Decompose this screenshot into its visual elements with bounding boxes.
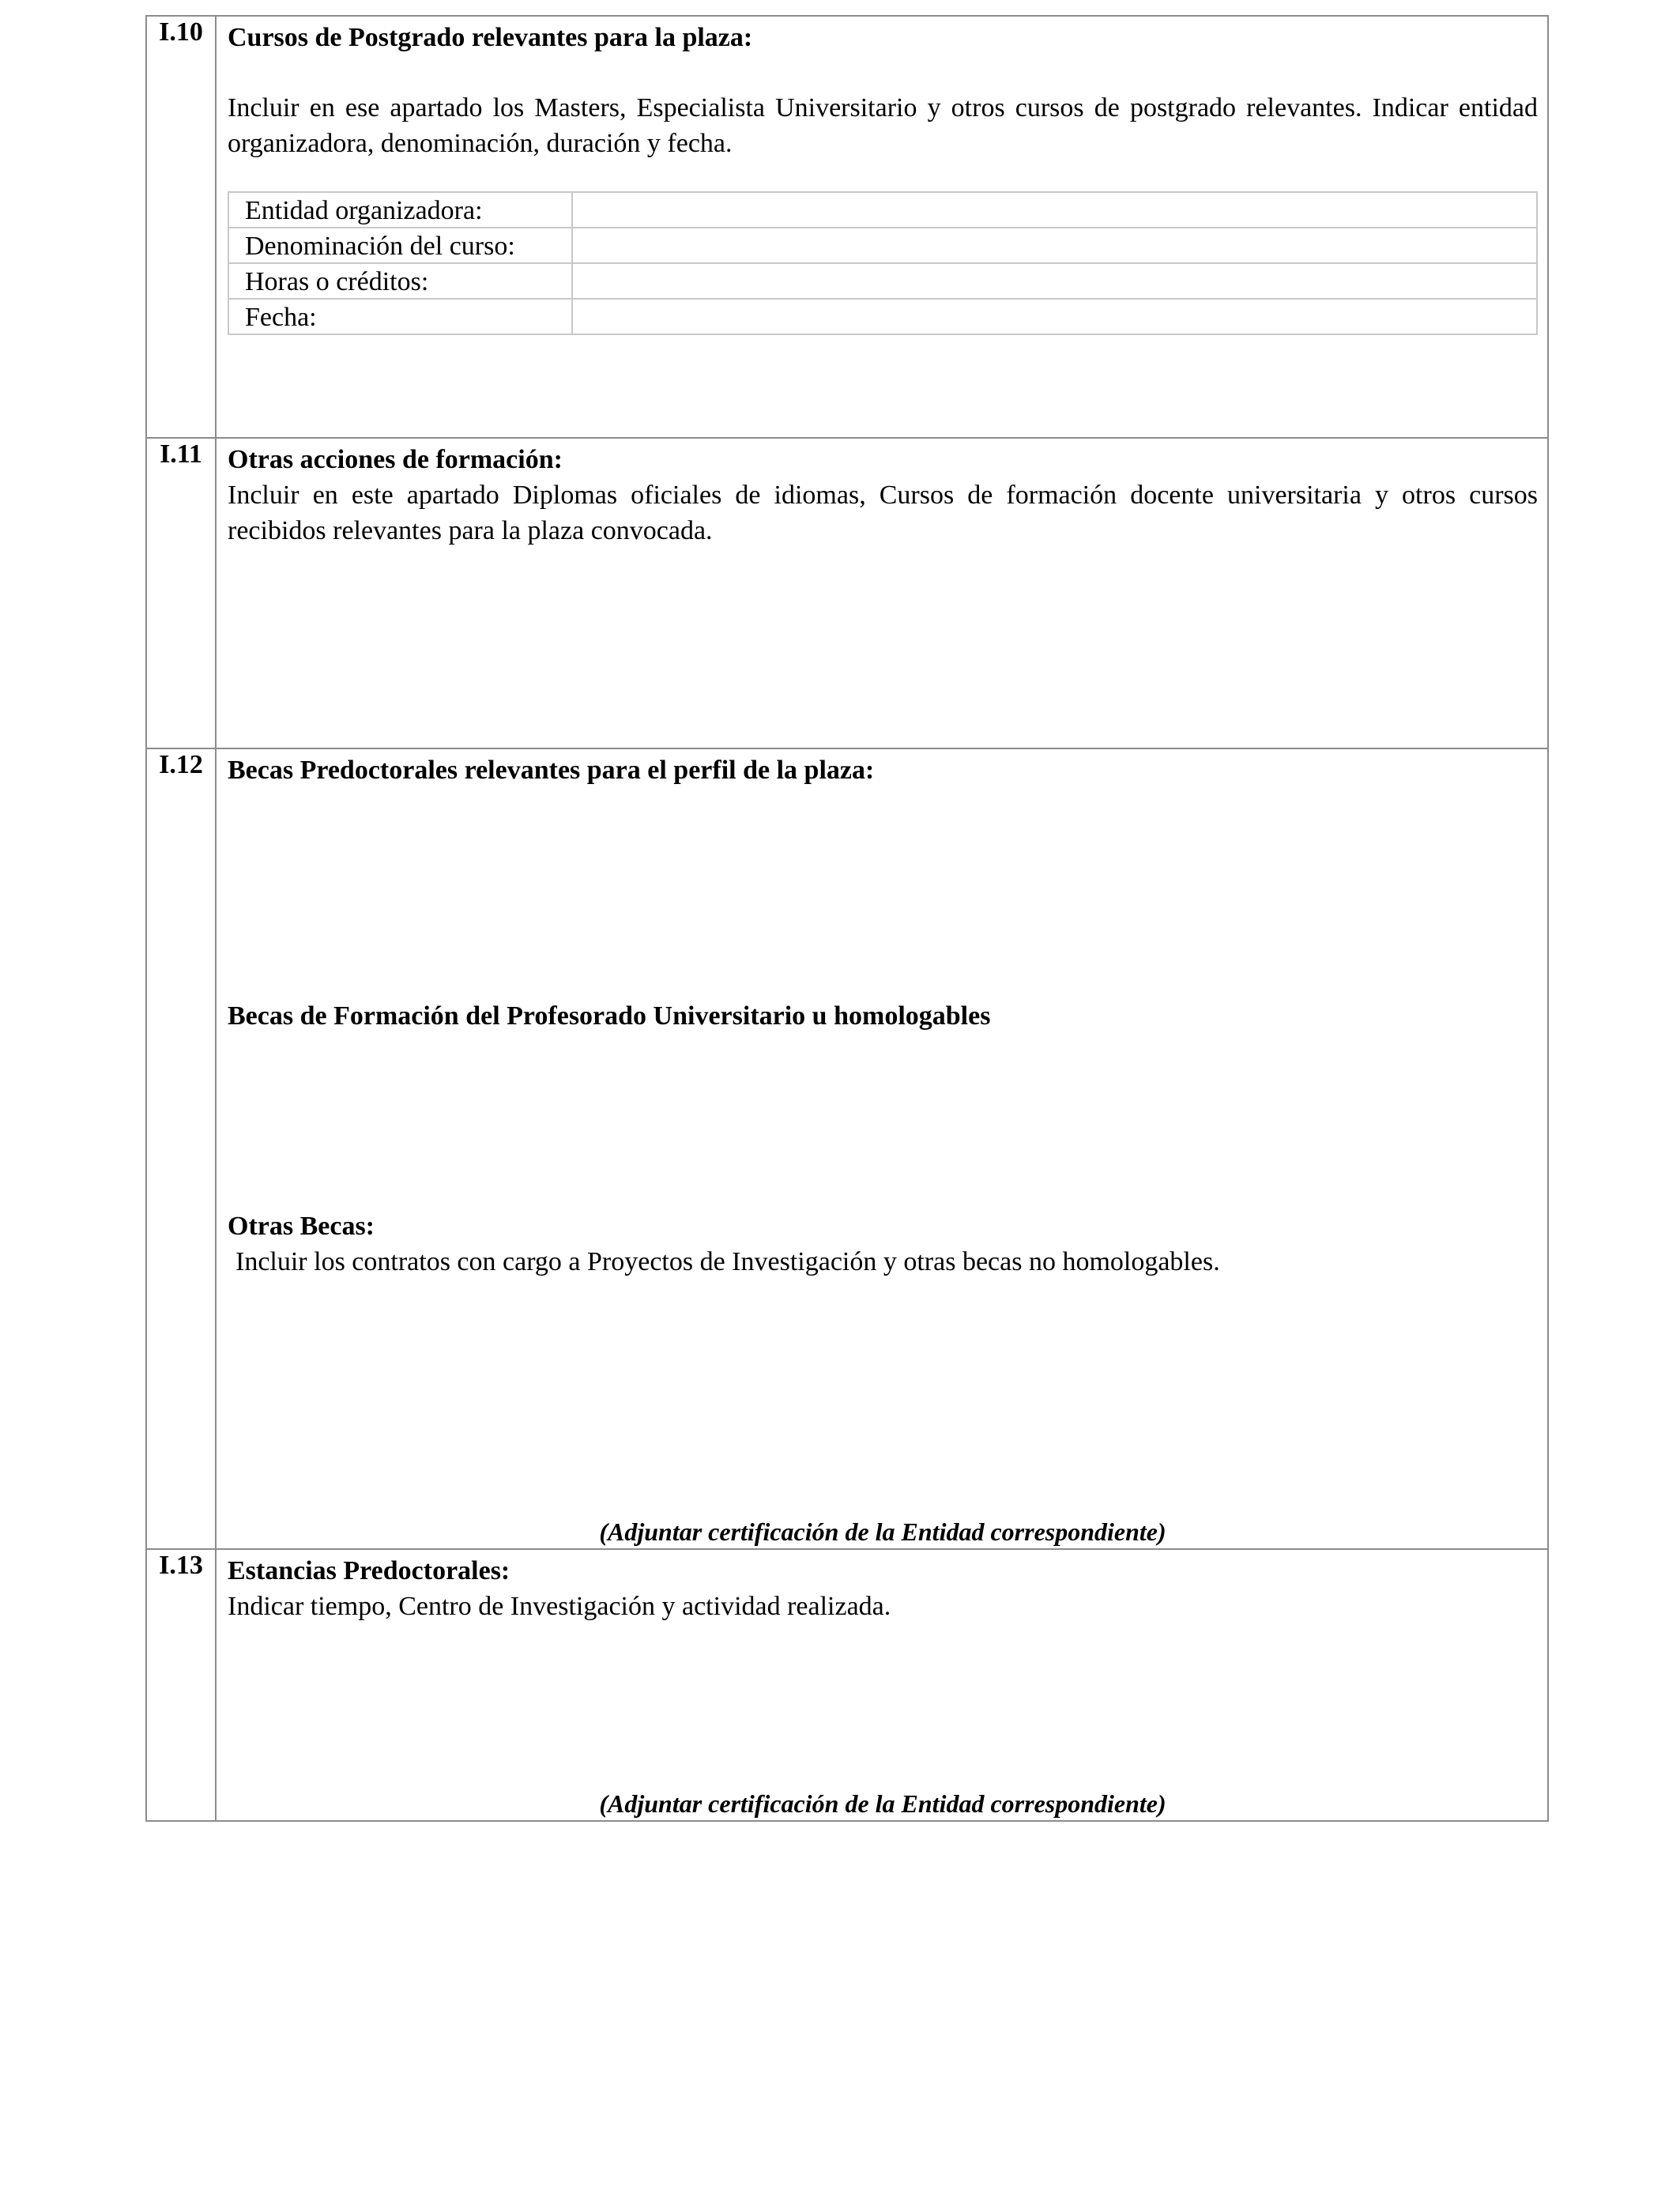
field-label-fecha: Fecha: (228, 299, 572, 334)
field-label-entidad: Entidad organizadora: (228, 192, 572, 228)
section-title: Otras acciones de formación: (228, 445, 563, 474)
attachment-note: (Adjuntar certificación de la Entidad correspondiente) (599, 1517, 1166, 1546)
section-description: Indicar tiempo, Centro de Investigación y actividad realizada. (228, 1592, 891, 1621)
section-number: I.10 (146, 16, 216, 438)
section-row-i10 (146, 16, 1548, 438)
table-row (228, 192, 1537, 228)
section-title: Cursos de Postgrado relevantes para la plaza: (228, 23, 753, 52)
otras-becas-description: Incluir los contratos con cargo a Proyectos de Investigación y otras becas no homologables. (235, 1247, 1220, 1276)
becas-fpu-heading: Becas de Formación del Profesorado Universitario u homologables (228, 1001, 991, 1031)
cv-form-table (145, 15, 1549, 1822)
field-value-entidad[interactable] (572, 192, 1537, 228)
table-row (228, 263, 1537, 299)
section-row-i13 (146, 1549, 1548, 1821)
section-row-i12 (146, 748, 1548, 1549)
section-title: Estancias Predoctorales: (228, 1556, 510, 1585)
field-value-fecha[interactable] (572, 299, 1537, 334)
section-number: I.12 (146, 748, 216, 1549)
course-details-table (228, 191, 1538, 335)
section-content (216, 1549, 1548, 1821)
field-label-denominacion: Denominación del curso: (228, 228, 572, 263)
table-row (228, 299, 1537, 334)
field-label-horas: Horas o créditos: (228, 263, 572, 299)
section-content (216, 748, 1548, 1549)
section-description: Incluir en este apartado Diplomas oficiales de idiomas, Cursos de formación docente universitaria y otros cursos recibidos relevantes para la plaza convocada. (228, 481, 1538, 545)
section-content (216, 438, 1548, 748)
section-description: Incluir en ese apartado los Masters, Especialista Universitario y otros cursos de postgrado relevantes. Indicar entidad organizadora, denominación, duración y fecha. (228, 93, 1538, 158)
table-row (228, 228, 1537, 263)
section-row-i11 (146, 438, 1548, 748)
attachment-note: (Adjuntar certificación de la Entidad correspondiente) (599, 1789, 1166, 1818)
section-number: I.11 (146, 438, 216, 748)
field-value-denominacion[interactable] (572, 228, 1537, 263)
section-title: Becas Predoctorales relevantes para el perfil de la plaza: (228, 756, 875, 785)
otras-becas-heading: Otras Becas: (228, 1212, 375, 1241)
section-content (216, 16, 1548, 438)
field-value-horas[interactable] (572, 263, 1537, 299)
section-number: I.13 (146, 1549, 216, 1821)
